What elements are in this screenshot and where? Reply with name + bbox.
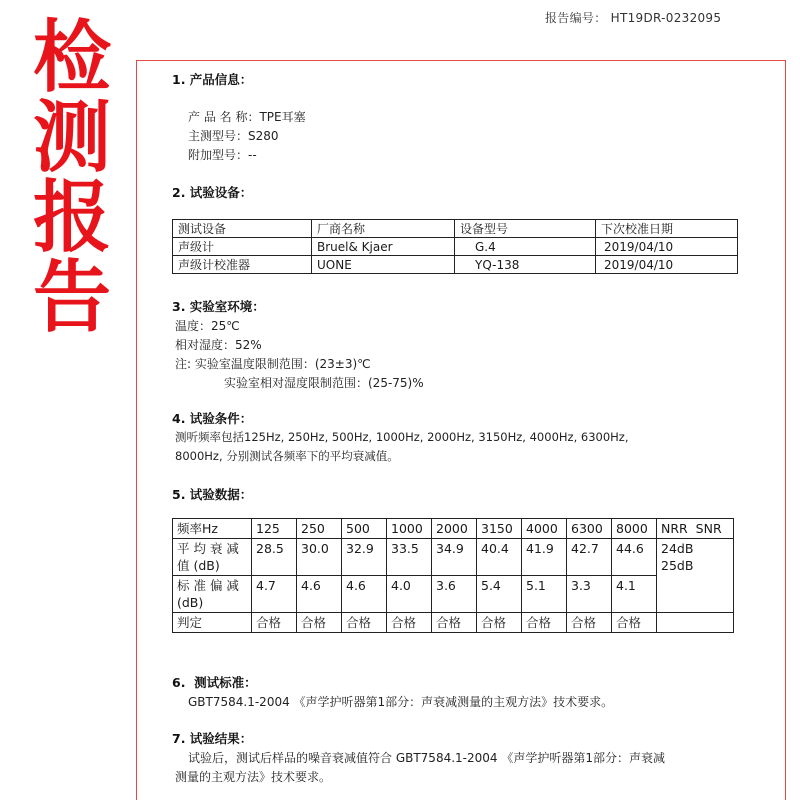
table-cell: Bruel& Kjaer (312, 238, 455, 256)
table-row (173, 256, 738, 274)
table-cell: YQ-138 (455, 256, 596, 274)
average-attenuation-cell: 42.7 (567, 539, 612, 576)
frequency-cell: 2000 (432, 519, 477, 539)
frequency-cell: 4000 (522, 519, 567, 539)
frequency-cell: 250 (297, 519, 342, 539)
standard-deviation-cell: 5.4 (477, 576, 522, 613)
humidity-text: 相对湿度：52% (175, 338, 262, 352)
table-header-cell: 设备型号 (455, 220, 596, 238)
judgement-cell: 合格 (252, 613, 297, 633)
test-standard-text: GBT7584.1-2004 《声学护听器第1部分：声衰减测量的主观方法》技术要求。 (188, 695, 614, 709)
frequency-cell: 8000 (612, 519, 657, 539)
frequency-cell: 1000 (387, 519, 432, 539)
extra-model-row (188, 146, 257, 163)
frequency-cell: 500 (342, 519, 387, 539)
main-model-value: S280 (248, 129, 279, 143)
test-data-table (172, 518, 734, 633)
table-cell: 2019/04/10 (596, 256, 738, 274)
average-attenuation-label (173, 539, 252, 576)
frequency-cell: 125 (252, 519, 297, 539)
average-attenuation-label-line-2: 值 (dB) (177, 558, 220, 573)
standard-deviation-cell: 4.1 (612, 576, 657, 613)
judgement-cell: 合格 (612, 613, 657, 633)
temperature-text: 温度：25℃ (175, 319, 240, 333)
main-model-row (188, 127, 279, 144)
table-cell: 声级计校准器 (173, 256, 312, 274)
table-cell: 2019/04/10 (596, 238, 738, 256)
standard-deviation-cell: 3.6 (432, 576, 477, 613)
average-attenuation-cell: 34.9 (432, 539, 477, 576)
standard-deviation-cell: 3.3 (567, 576, 612, 613)
product-name-row (188, 108, 306, 125)
test-result-line-2: 测量的主观方法》技术要求。 (175, 770, 332, 784)
frequency-row (173, 519, 734, 539)
table-header-row (173, 220, 738, 238)
judgement-cell: 合格 (387, 613, 432, 633)
frequency-cell: 3150 (477, 519, 522, 539)
section-7-title: 7. 试验结果： (172, 731, 253, 746)
judgement-cell: 合格 (522, 613, 567, 633)
product-name-value: TPE耳塞 (259, 110, 306, 124)
section-5-title: 5. 试验数据： (172, 487, 253, 502)
table-row (173, 238, 738, 256)
average-attenuation-cell: 30.0 (297, 539, 342, 576)
judgement-cell: 合格 (567, 613, 612, 633)
average-attenuation-label-line-1: 平 均 衰 减 (177, 541, 239, 556)
judgement-label: 判定 (173, 613, 252, 633)
judgement-cell: 合格 (342, 613, 387, 633)
average-attenuation-cell: 44.6 (612, 539, 657, 576)
standard-deviation-label-line-1: 标 准 偏 减 (177, 578, 239, 593)
stamp-char: 检 (32, 13, 111, 103)
judgement-cell: 合格 (432, 613, 477, 633)
test-conditions-line-2: 8000Hz, 分别测试各频率下的平均衰减值。 (175, 449, 399, 463)
table-cell: 声级计 (173, 238, 312, 256)
stamp-char: 告 (32, 253, 111, 343)
table-header-cell: 厂商名称 (312, 220, 455, 238)
judgement-cell: 合格 (297, 613, 342, 633)
standard-deviation-label-line-2: (dB) (177, 595, 204, 610)
test-conditions-line-1: 测听频率包括125Hz, 250Hz, 500Hz, 1000Hz, 2000Hz, 3150Hz, 4000Hz, 6300Hz, (175, 430, 629, 444)
nrr-snr-values: 24dB 25dB (657, 539, 734, 613)
equipment-table (172, 219, 738, 274)
stamp-char: 测 (32, 93, 111, 183)
report-number: 报告编号： HT19DR-0232095 (545, 11, 722, 25)
report-stamp-title (28, 13, 116, 343)
frequency-label: 频率Hz (173, 519, 252, 539)
table-header-cell: 测试设备 (173, 220, 312, 238)
judgement-cell: 合格 (477, 613, 522, 633)
standard-deviation-cell: 5.1 (522, 576, 567, 613)
average-attenuation-row (173, 539, 734, 576)
standard-deviation-label (173, 576, 252, 613)
standard-deviation-row (173, 576, 734, 613)
standard-deviation-cell: 4.0 (387, 576, 432, 613)
average-attenuation-cell: 32.9 (342, 539, 387, 576)
table-cell: G.4 (455, 238, 596, 256)
humidity-limit-note: 实验室相对湿度限制范围：(25-75)% (224, 376, 424, 390)
product-name-label: 产 品 名 称： (188, 110, 260, 124)
table-cell: UONE (312, 256, 455, 274)
standard-deviation-cell: 4.6 (297, 576, 342, 613)
average-attenuation-cell: 41.9 (522, 539, 567, 576)
standard-deviation-cell: 4.6 (342, 576, 387, 613)
standard-deviation-cell: 4.7 (252, 576, 297, 613)
empty-cell (657, 613, 734, 633)
section-6-title: 6. 测试标准： (172, 675, 257, 690)
judgement-row (173, 613, 734, 633)
extra-model-label: 附加型号： (188, 148, 249, 162)
stamp-char: 报 (32, 173, 111, 263)
section-3-title: 3. 实验室环境： (172, 299, 265, 314)
nrr-snr-header: NRR SNR (657, 519, 734, 539)
main-model-label: 主测型号： (188, 129, 249, 143)
section-1-title: 1. 产品信息： (172, 72, 253, 87)
average-attenuation-cell: 33.5 (387, 539, 432, 576)
extra-model-value: -- (248, 148, 257, 162)
average-attenuation-cell: 28.5 (252, 539, 297, 576)
table-header-cell: 下次校准日期 (596, 220, 738, 238)
test-result-line-1: 试验后，测试后样品的噪音衰减值符合 GBT7584.1-2004 《声学护听器第1部分：声衰减 (188, 751, 665, 765)
average-attenuation-cell: 40.4 (477, 539, 522, 576)
section-2-title: 2. 试验设备： (172, 185, 253, 200)
frequency-cell: 6300 (567, 519, 612, 539)
section-4-title: 4. 试验条件： (172, 411, 253, 426)
temperature-limit-note: 注: 实验室温度限制范围：(23±3)℃ (175, 357, 371, 371)
